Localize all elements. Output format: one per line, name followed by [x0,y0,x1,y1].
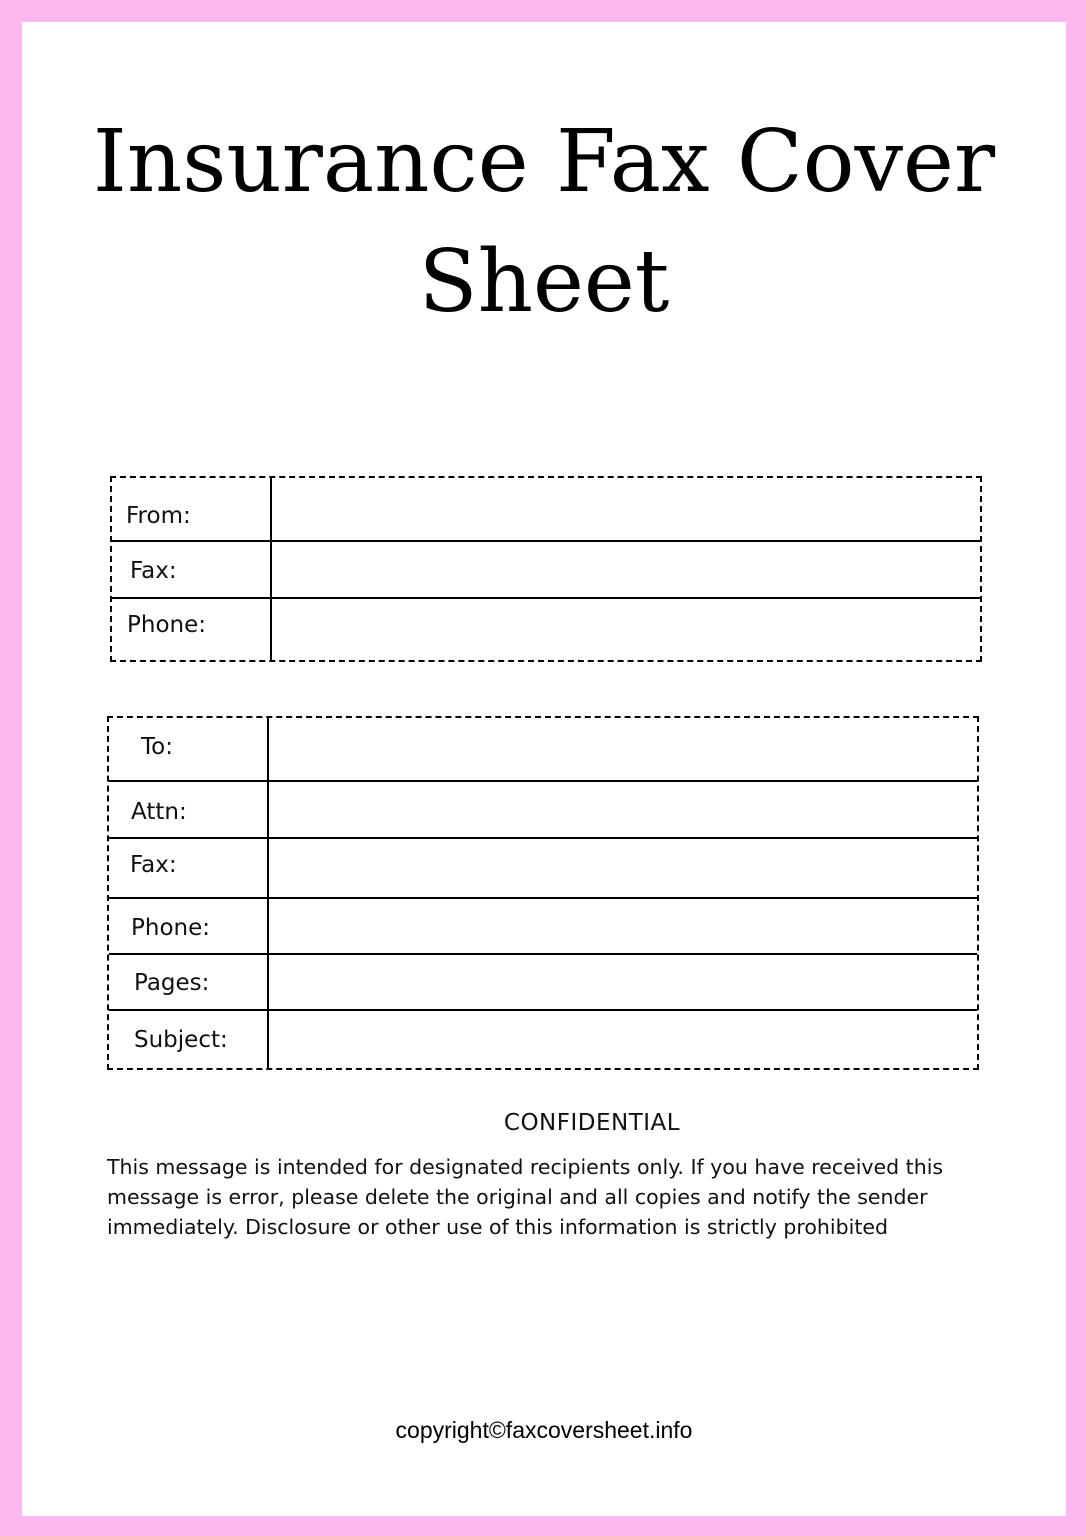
recipient-phone-field[interactable] [271,900,977,953]
from-label: From: [126,503,191,529]
recipient-phone-label: Phone: [131,915,210,941]
subject-label: Subject: [134,1027,228,1053]
recipient-info-table [107,716,979,1070]
sender-info-table [110,476,982,662]
copyright-footer: copyright©faxcoversheet.info [395,1417,693,1443]
attn-label: Attn: [131,799,187,825]
sender-fax-label: Fax: [130,558,177,584]
to-label: To: [141,734,173,760]
row-divider [109,837,977,839]
to-field[interactable] [271,718,977,780]
title-line-1: Insurance Fax Cover [92,112,996,212]
row-divider [109,780,977,782]
cover-sheet-page [22,22,1066,1516]
pages-label: Pages: [134,970,210,996]
sender-phone-field[interactable] [274,600,980,660]
row-divider [109,953,977,955]
recipient-fax-field[interactable] [271,840,977,897]
row-divider [109,897,977,899]
row-divider [112,597,980,599]
pages-field[interactable] [271,956,977,1009]
confidential-heading: CONFIDENTIAL [503,1110,681,1136]
row-divider [109,1009,977,1011]
row-divider [112,540,980,542]
attn-field[interactable] [271,783,977,837]
confidentiality-notice: This message is intended for designated recipients only. If you have received this message is error, please delete the original and all copies and notify the sender immediately. Disclosure or other use of this information is strictly prohibited [107,1155,944,1239]
title-line-2: Sheet [418,232,670,332]
column-divider [267,718,269,1068]
from-field[interactable] [274,478,980,540]
subject-field[interactable] [271,1012,977,1068]
page-title [22,102,1066,342]
column-divider [270,478,272,660]
sender-fax-field[interactable] [274,543,980,597]
recipient-fax-label: Fax: [130,852,177,878]
sender-phone-label: Phone: [127,612,206,638]
